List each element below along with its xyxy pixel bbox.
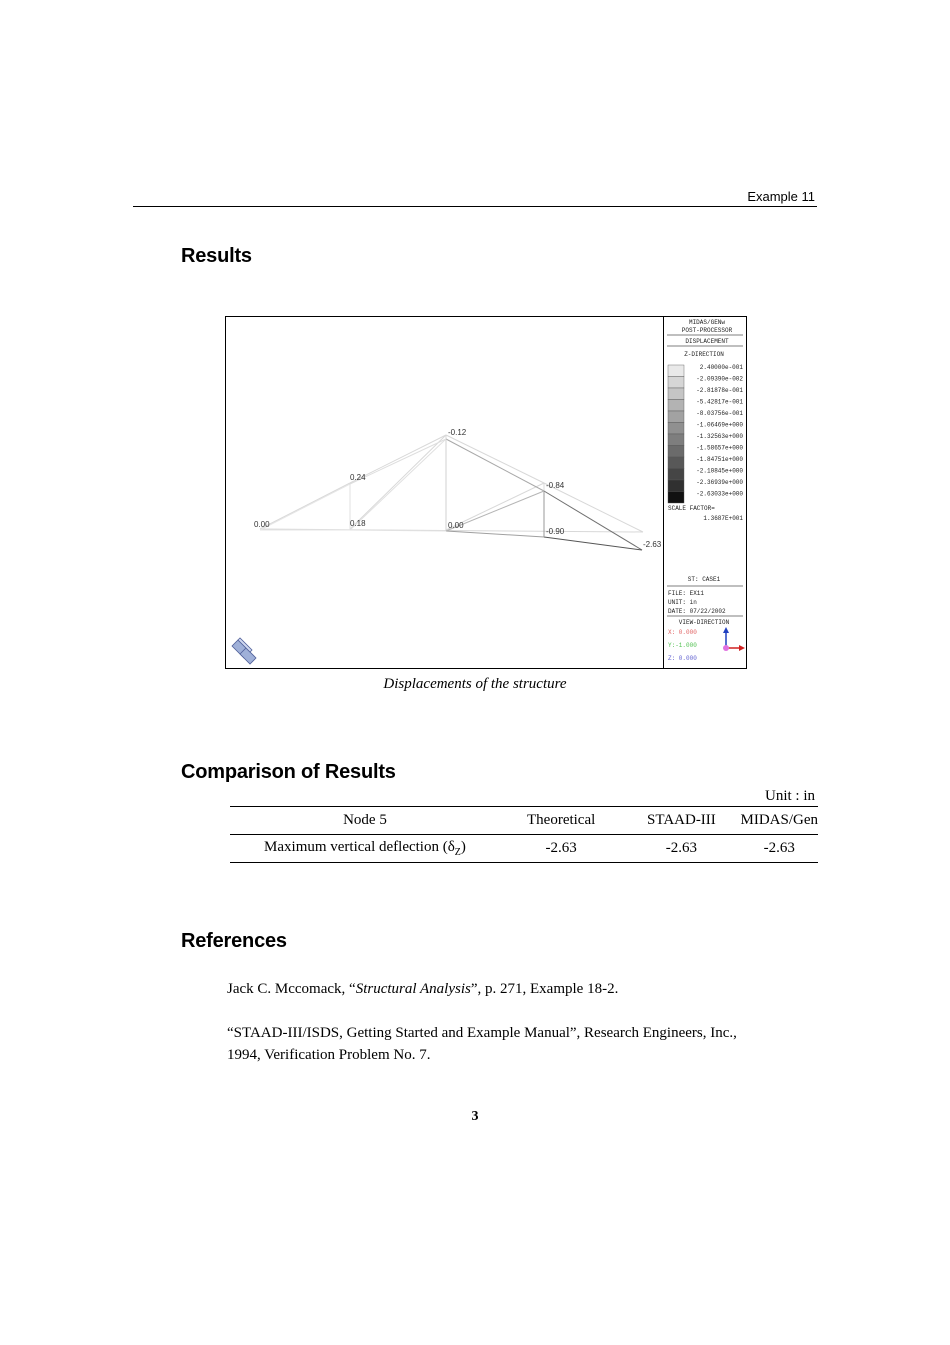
reference-2: “STAAD-III/ISDS, Getting Started and Example Manual”, Research Engineers, Inc., 1994, Verification Problem No. 7. — [227, 1025, 737, 1063]
legend-swatches — [668, 365, 684, 503]
unit-info: UNIT: in — [668, 599, 697, 606]
legend-value: -2.36939e+000 — [696, 479, 743, 486]
midas-value: -2.63 — [763, 840, 795, 856]
legend-swatch — [668, 411, 684, 423]
theoretical-value: -2.63 — [545, 840, 577, 856]
view-y: Y:-1.000 — [668, 642, 697, 649]
deformed-shape — [260, 439, 642, 550]
truss-plot — [226, 317, 746, 668]
legend-swatch — [668, 400, 684, 412]
legend-title: MIDAS/GENw — [688, 319, 726, 326]
comparison-table — [230, 806, 818, 863]
legend-value: -1.32563e+000 — [696, 433, 743, 440]
undeformed-shape — [260, 435, 643, 532]
load-case: ST: CASE1 — [687, 576, 721, 583]
legend-swatch — [668, 423, 684, 435]
legend-swatch — [668, 469, 684, 481]
comparison-heading: Comparison of Results — [181, 761, 396, 783]
view-z: Z: 0.000 — [668, 655, 697, 662]
references-heading: References — [181, 930, 287, 952]
reference-1: Jack C. Mccomack, “Structural Analysis”, p. 271, Example 18-2. — [227, 981, 619, 997]
page-number: 3 — [471, 1109, 479, 1124]
legend-title: Z-DIRECTION — [684, 351, 724, 358]
legend-swatch — [668, 365, 684, 377]
legend-value: -1.58657e+000 — [696, 444, 743, 452]
node-label: 0.24 — [350, 473, 366, 482]
column-header: STAAD-III — [647, 812, 716, 828]
legend-value: 2.40000e-001 — [699, 364, 743, 371]
legend-value: -8.03756e-001 — [696, 410, 743, 417]
legend-value: -1.06469e+000 — [696, 421, 743, 429]
running-header — [133, 188, 817, 207]
legend-swatch — [668, 492, 684, 504]
legend-swatch — [668, 457, 684, 469]
legend-values — [696, 364, 743, 498]
legend-swatch — [668, 434, 684, 446]
node-label: 0.00 — [254, 520, 270, 529]
file-info: FILE: EX11 — [668, 590, 705, 597]
results-heading: Results — [181, 245, 252, 267]
node-label: -2.63 — [643, 540, 662, 549]
running-header-title: Example 11 — [747, 189, 815, 204]
column-header: Node 5 — [343, 812, 387, 828]
node-label: -0.84 — [546, 481, 565, 490]
legend-value: -2.10845e+000 — [696, 467, 743, 475]
scale-factor-value: 1.3687E+001 — [703, 515, 743, 522]
view-direction-label: VIEW-DIRECTION — [678, 619, 730, 626]
node-label: -0.12 — [448, 428, 467, 437]
legend-swatch — [668, 446, 684, 458]
staad-value: -2.63 — [665, 840, 698, 856]
node-label: -0.90 — [546, 527, 565, 536]
node-label: 0.00 — [448, 521, 464, 530]
legend-title: DISPLACEMENT — [685, 338, 729, 345]
legend-swatch — [668, 377, 684, 389]
legend-value: -2.09390e-002 — [696, 375, 743, 383]
displacement-figure — [225, 316, 747, 669]
figure-caption: Displacements of the structure — [383, 676, 567, 692]
axis-triad-icon — [723, 627, 745, 651]
column-header: Theoretical — [527, 812, 596, 828]
row-label: Maximum vertical deflection $(\delta_Z)$ — [264, 839, 466, 858]
legend-panel — [667, 319, 743, 662]
legend-value: -1.84751e+000 — [696, 456, 743, 463]
legend-value: -5.42817e-001 — [696, 398, 743, 406]
node-label: 0.18 — [350, 519, 366, 528]
view-x: X: 0.000 — [668, 629, 697, 636]
legend-value: -2.81878e-001 — [696, 387, 743, 394]
unit-note: Unit : in — [764, 788, 815, 804]
legend-swatch — [668, 480, 684, 492]
table-row — [230, 835, 818, 863]
legend-divider — [663, 317, 664, 668]
legend-title: POST-PROCESSOR — [681, 327, 733, 334]
table-header-row — [230, 807, 818, 835]
view-cube-icon — [232, 638, 256, 664]
legend-swatch — [668, 388, 684, 400]
legend-value: -2.63033e+000 — [696, 490, 743, 498]
date-info: DATE: 07/22/2002 — [668, 608, 726, 615]
column-header: MIDAS/Gen — [740, 812, 818, 828]
scale-factor-label: SCALE FACTOR= — [668, 505, 715, 512]
